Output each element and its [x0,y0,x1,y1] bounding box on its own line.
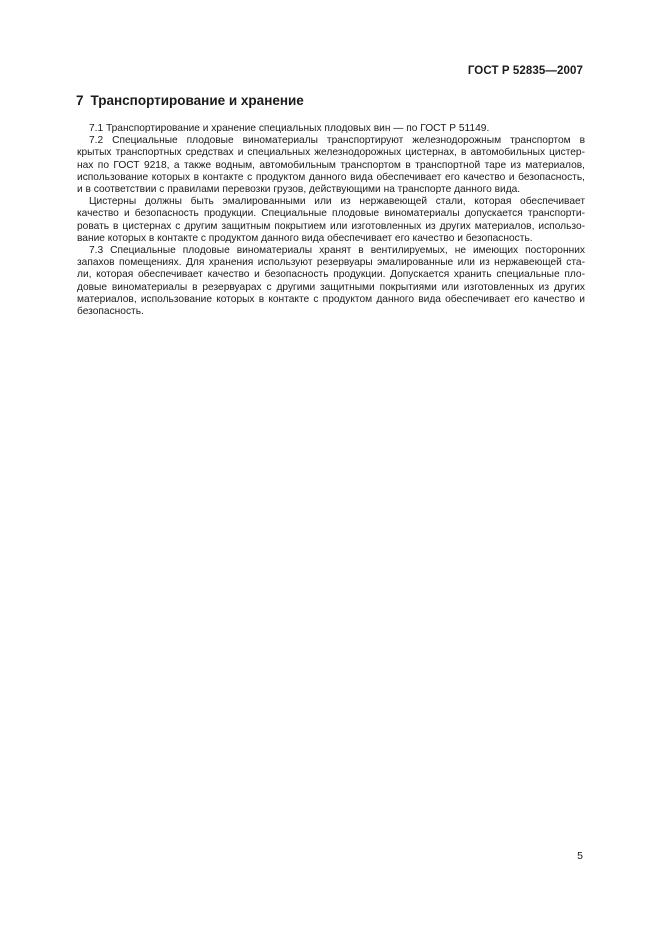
page-number: 5 [577,850,583,862]
paragraph-7-2 [77,135,585,196]
section-heading [76,93,304,108]
text-line: 7.1 Транспортирование и хранение специальных плодовых вин — по ГОСТ Р 51149. [89,123,490,134]
text-line: вание которых в контакте с продуктом данного вида обеспечивает его качество и безопасность. [77,232,533,244]
text-line: ли, которая обеспечивает качество и безопасность продукции. Допускается хранить специальные пло- [77,269,585,281]
section-body [77,123,585,318]
text-line: ровать в цистернах с другим защитным покрытием или изготовленных из других материалов, использо- [77,220,585,232]
text-line: безопасность. [77,306,144,318]
section-title: Транспортирование и хранение [90,93,304,108]
text-line: материалов, использование которых в контакте с продуктом данного вида обеспечивает его качество и [77,293,585,305]
text-line: крытых транспортных средствах и специальных железнодорожных цистернах, в автомобильных цистер- [77,147,585,159]
text-line: нах по ГОСТ 9218, а также водным, автомобильным транспортом в транспортной таре из материалов, [77,159,585,171]
text-line: запахов помещениях. Для хранения используют резервуары эмалированные или из нержавеющей ста- [77,257,585,269]
text-line: Цистерны должны быть эмалированными или из нержавеющей стали, которая обеспечивает [89,196,585,208]
text-line: 7.2 Специальные плодовые виноматериалы транспортируют железнодорожным транспортом в [89,135,585,147]
paragraph-7-1 [77,123,585,135]
section-number: 7 [76,93,84,108]
text-line: 7.3 Специальные плодовые виноматериалы хранят в вентилируемых, не имеющих посторонних [89,245,585,257]
paragraph-tanks [77,196,585,245]
text-line: качество и безопасность продукции. Специальные плодовые виноматериалы допускается транспорти- [77,208,585,220]
text-line: и в соответствии с правилами перевозки грузов, действующими на транспорте данного вида. [77,184,521,196]
page-header: ГОСТ Р 52835—2007 [467,65,583,77]
paragraph-7-3 [77,245,585,318]
text-line: довые виноматериалы в резервуарах с другими защитными покрытиями или изготовленных из других [77,281,585,293]
text-line: использование которых в контакте с продуктом данного вида обеспечивает его качество и безопасность, [77,171,585,183]
